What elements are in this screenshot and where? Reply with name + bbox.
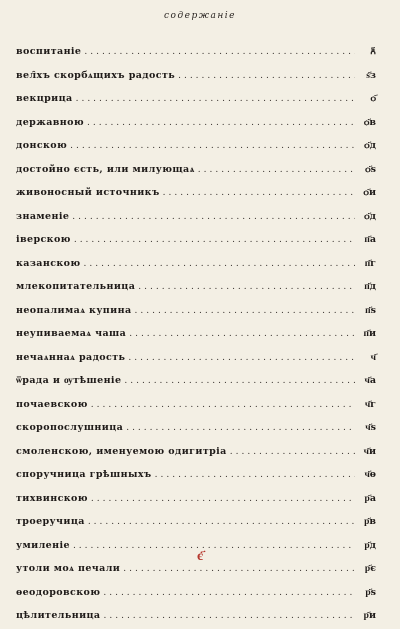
toc-entry-page: ѻ҃ [370, 93, 376, 104]
toc-entry-title: воспитаніе [16, 46, 82, 57]
toc-entry-page: ꙉ҃ [370, 46, 376, 57]
toc-entry[interactable] [16, 40, 376, 64]
toc-entry-page: ч҃г [364, 398, 376, 410]
toc-entry-title: млекопитательница [16, 281, 136, 292]
toc-entry-title: цѣлительница [16, 610, 101, 621]
toc-entry[interactable] [16, 463, 376, 487]
toc-entry-title: достойно єсть, или милующаѧ [16, 163, 195, 175]
toc-entry[interactable] [16, 134, 376, 158]
toc-entry-page: ѕ҃з [366, 69, 376, 81]
toc-entry[interactable] [16, 87, 376, 111]
toc-entry[interactable] [16, 275, 376, 299]
toc-entry-title: неопалимаѧ купина [16, 304, 132, 316]
toc-entry-title: умиленіе [16, 539, 70, 551]
toc-entry-page: ѻ҃и [363, 187, 376, 198]
toc-entry-title: ѳеодоровскою [16, 586, 101, 598]
toc-entry-page: р҃д [364, 539, 376, 551]
dot-leader [76, 88, 355, 112]
dot-leader [129, 323, 355, 347]
toc-entry-title: знаменіе [16, 210, 70, 222]
toc-entry-title: утоли моѧ печали [16, 563, 121, 574]
toc-entry[interactable] [16, 299, 376, 323]
toc-entry-title: вел̑хъ скорбѧщихъ радость [16, 69, 176, 81]
dot-leader [103, 582, 355, 606]
toc-entry-title: донскою [16, 140, 68, 151]
toc-entry-title: ѿрада и ѹтѣшеніе [16, 375, 122, 386]
dot-leader [155, 464, 355, 488]
toc-entry-page: ч҃ѕ [365, 422, 376, 433]
toc-entry-page: ч҃а [364, 375, 376, 386]
dot-leader [163, 182, 355, 206]
toc-entry-page: ч҃ [370, 351, 376, 363]
dot-leader [128, 347, 355, 371]
toc-entry[interactable] [16, 346, 376, 370]
toc-entry[interactable] [16, 510, 376, 534]
toc-entry[interactable] [16, 205, 376, 229]
toc-entry[interactable] [16, 393, 376, 417]
dot-leader [84, 253, 355, 277]
dot-leader [104, 605, 356, 629]
toc-entry-page: ч҃ѳ [364, 469, 376, 480]
toc-entry-page: р҃в [364, 516, 376, 527]
dot-leader [74, 229, 355, 253]
toc-entry-page: р҃а [364, 492, 376, 504]
toc-entry[interactable] [16, 64, 376, 88]
dot-leader [198, 159, 355, 183]
toc-entry[interactable] [16, 604, 376, 628]
toc-entry[interactable] [16, 228, 376, 252]
toc-entry-page: п҃ѕ [365, 304, 376, 316]
toc-entry[interactable] [16, 440, 376, 464]
toc-entry[interactable] [16, 111, 376, 135]
page-number: є҃ [196, 548, 204, 564]
toc-entry[interactable] [16, 581, 376, 605]
toc-entry-page: п҃и [363, 328, 376, 339]
dot-leader [84, 41, 355, 65]
toc-entry-page: п҃г [364, 257, 376, 269]
dot-leader [126, 417, 355, 441]
toc-entry-title: смоленскою, именуемою одигитріа [16, 445, 227, 457]
dot-leader [91, 488, 355, 512]
toc-entry-page: ѻ҃д [364, 210, 376, 222]
dot-leader [72, 206, 355, 230]
dot-leader [87, 112, 355, 136]
toc-entry[interactable] [16, 252, 376, 276]
toc-entry-page: ѻ҃ѕ [365, 163, 376, 175]
toc-entry-title: нечаѧннаѧ радость [16, 351, 126, 363]
dot-leader [230, 441, 355, 465]
toc-entry-page: ч҃и [363, 445, 376, 457]
toc-entry-title: скоропослушница [16, 422, 124, 433]
toc-entry-page: р҃є [364, 563, 376, 574]
toc-entry-page: ѻ҃в [363, 116, 376, 128]
toc-entry-title: державною [16, 116, 84, 128]
toc-entry-page: п҃а [364, 234, 376, 245]
toc-entry-title: іверскою [16, 234, 71, 245]
toc-entry-title: живоносный источникъ [16, 187, 160, 198]
toc-entry[interactable] [16, 416, 376, 440]
dot-leader [138, 276, 355, 300]
toc-entry-page: ѻ҃д [364, 140, 376, 151]
toc-entry[interactable] [16, 369, 376, 393]
dot-leader [70, 135, 355, 159]
dot-leader [91, 394, 355, 418]
toc-entry[interactable] [16, 181, 376, 205]
toc-entry-title: троеручица [16, 516, 85, 527]
table-of-contents [16, 40, 376, 628]
dot-leader [178, 65, 355, 89]
toc-entry-page: р҃и [363, 610, 376, 621]
dot-leader [135, 300, 355, 324]
page-title: содержаніе [164, 11, 236, 21]
dot-leader [124, 370, 355, 394]
toc-entry-title: почаевскою [16, 398, 88, 410]
dot-leader [88, 511, 355, 535]
toc-entry-title: неупиваемаѧ чаша [16, 328, 127, 339]
toc-entry[interactable] [16, 158, 376, 182]
toc-entry-title: казанскою [16, 257, 81, 269]
toc-entry-title: тихвинскою [16, 492, 88, 504]
toc-entry-title: споручница грѣшныхъ [16, 469, 152, 480]
toc-entry[interactable] [16, 487, 376, 511]
toc-entry-page: п҃д [364, 281, 376, 292]
toc-entry-page: р҃ѕ [365, 586, 376, 598]
toc-entry[interactable] [16, 322, 376, 346]
toc-entry-title: векцрица [16, 93, 73, 104]
